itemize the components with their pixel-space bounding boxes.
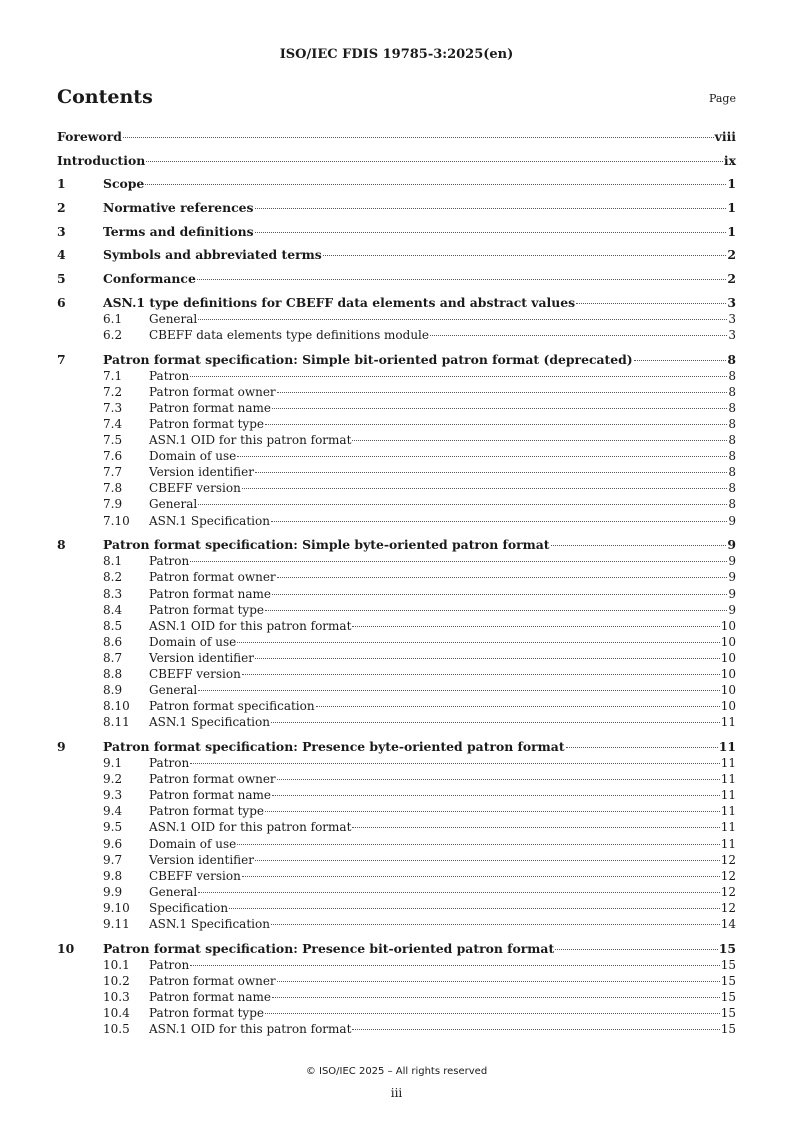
toc-entry-page: 9	[728, 602, 736, 617]
dot-leader	[277, 779, 720, 780]
dot-leader	[255, 232, 727, 233]
dot-leader	[271, 722, 720, 723]
toc-entry-label: Patron format specification: Simple bit-oriented patron format (deprecated)	[103, 351, 633, 367]
toc-entry-label: ASN.1 OID for this patron format	[149, 820, 352, 835]
toc-entry-label: Version identifier	[149, 465, 255, 480]
toc-entry-number: 9.2	[103, 772, 123, 787]
dot-leader	[352, 440, 727, 441]
toc-entry-page: 12	[720, 868, 736, 883]
dot-leader	[190, 561, 727, 562]
toc-entry-label: Patron format name	[149, 788, 271, 803]
toc-entry-page: 3	[727, 294, 736, 310]
toc-entry-page: 11	[720, 804, 736, 819]
toc-entry[interactable]	[57, 270, 736, 287]
dot-leader	[237, 456, 727, 457]
toc-entry[interactable]	[57, 496, 736, 512]
toc-entry-label: Scope	[103, 176, 145, 192]
toc-entry[interactable]	[57, 294, 736, 311]
toc-entry-label: Patron format name	[149, 586, 271, 601]
toc-entry[interactable]	[57, 416, 736, 432]
toc-entry-number: 10.2	[103, 973, 130, 988]
toc-entry[interactable]	[57, 1021, 736, 1037]
toc-entry-label: Patron format owner	[149, 570, 276, 585]
toc-entry-label: ASN.1 type definitions for CBEFF data elements and abstract values	[103, 294, 576, 310]
toc-entry-label: Version identifier	[149, 650, 255, 665]
toc-entry-number: 6.2	[103, 327, 123, 342]
toc-entry-page: 8	[727, 351, 736, 367]
dot-leader	[255, 658, 720, 659]
dot-leader	[430, 335, 727, 336]
toc-entry-number: 7.6	[103, 449, 123, 464]
toc-entry-page: 12	[720, 900, 736, 915]
toc-entry[interactable]	[57, 916, 736, 932]
toc-entry-page: 12	[720, 852, 736, 867]
toc-entry-number: 9.8	[103, 868, 123, 883]
toc-entry-label: ASN.1 OID for this patron format	[149, 1022, 352, 1037]
toc-entry-number: 8.1	[103, 554, 123, 569]
toc-entry-number: 7.8	[103, 481, 123, 496]
toc-entry-number: 7.9	[103, 497, 123, 512]
dot-leader	[255, 208, 727, 209]
toc-entry-number: 9.5	[103, 820, 123, 835]
toc-entry[interactable]	[57, 868, 736, 884]
toc-entry[interactable]	[57, 1005, 736, 1021]
dot-leader	[146, 161, 723, 162]
toc-entry-label: Patron	[149, 957, 190, 972]
toc-entry[interactable]	[57, 836, 736, 852]
dot-leader	[352, 626, 719, 627]
toc-entry[interactable]	[57, 602, 736, 618]
dot-leader	[190, 376, 727, 377]
toc-entry-page: 10	[720, 634, 736, 649]
dot-leader	[190, 965, 720, 966]
toc-entry[interactable]	[57, 569, 736, 585]
toc-entry-label: Patron format owner	[149, 772, 276, 787]
toc-entry-page: 10	[720, 666, 736, 681]
toc-entry[interactable]	[57, 384, 736, 400]
toc-entry[interactable]	[57, 586, 736, 602]
toc-entry[interactable]	[57, 400, 736, 416]
toc-entry-number: 7.3	[103, 400, 123, 415]
toc-entry-label: Symbols and abbreviated terms	[103, 247, 322, 263]
toc-entry[interactable]	[57, 199, 736, 216]
dot-leader	[265, 811, 720, 812]
toc-entry-page: 15	[720, 989, 736, 1004]
toc-entry-number: 3	[57, 223, 66, 239]
dot-leader	[271, 924, 720, 925]
toc-entry-page: 15	[720, 973, 736, 988]
dot-leader	[277, 392, 728, 393]
toc-entry[interactable]	[57, 819, 736, 835]
dot-leader	[255, 472, 727, 473]
toc-entry[interactable]	[57, 368, 736, 384]
toc-entry-label: CBEFF version	[149, 868, 241, 883]
toc-entry-number: 9.1	[103, 756, 123, 771]
toc-entry-page: 12	[720, 884, 736, 899]
toc-entry-page: 1	[727, 223, 736, 239]
toc-entry-label: Patron format name	[149, 989, 271, 1004]
toc-entry-page: 2	[727, 271, 736, 287]
toc-entry[interactable]	[57, 884, 736, 900]
toc-entry-label: Domain of use	[149, 836, 237, 851]
toc-entry-label: Domain of use	[149, 634, 237, 649]
toc-entry-label: Patron format specification: Simple byte-oriented patron format	[103, 537, 550, 553]
dot-leader	[316, 706, 720, 707]
toc-entry[interactable]	[57, 989, 736, 1005]
dot-leader	[265, 1013, 720, 1014]
toc-entry-number: 1	[57, 176, 66, 192]
toc-entry-label: Patron format type	[149, 416, 264, 431]
toc-entry[interactable]	[57, 128, 736, 145]
dot-leader	[242, 876, 720, 877]
toc-entry-page: 10	[720, 650, 736, 665]
table-of-contents	[57, 128, 736, 1037]
toc-entry-page: 8	[728, 368, 736, 383]
toc-entry-page: 10	[720, 699, 736, 714]
toc-entry-page: 11	[720, 715, 736, 730]
toc-entry[interactable]	[57, 432, 736, 448]
dot-leader	[566, 747, 718, 748]
toc-entry-page: 2	[727, 247, 736, 263]
dot-leader	[272, 795, 720, 796]
toc-entry[interactable]	[57, 327, 736, 343]
toc-entry-label: General	[149, 884, 198, 899]
toc-entry-number: 7.5	[103, 433, 123, 448]
toc-entry-number: 9.11	[103, 916, 130, 931]
dot-leader	[352, 827, 719, 828]
dot-leader	[198, 504, 727, 505]
toc-entry[interactable]	[57, 448, 736, 464]
toc-entry-number: 7.4	[103, 416, 123, 431]
toc-entry-label: Normative references	[103, 200, 254, 216]
toc-entry-label: Patron	[149, 554, 190, 569]
toc-entry[interactable]	[57, 480, 736, 496]
toc-entry-number: 7.1	[103, 368, 123, 383]
toc-entry-label: ASN.1 OID for this patron format	[149, 618, 352, 633]
page-column-label: Page	[708, 92, 736, 105]
dot-leader	[323, 255, 727, 256]
toc-entry-page: 10	[720, 683, 736, 698]
toc-entry[interactable]	[57, 223, 736, 240]
toc-entry-page: 9	[728, 586, 736, 601]
toc-entry[interactable]	[57, 940, 736, 957]
dot-leader	[555, 949, 718, 950]
toc-entry-page: 11	[720, 772, 736, 787]
toc-entry-label: Patron format owner	[149, 973, 276, 988]
toc-entry[interactable]	[57, 738, 736, 755]
dot-leader	[352, 1029, 719, 1030]
toc-entry-label: Patron	[149, 368, 190, 383]
toc-entry-page: 11	[718, 739, 736, 755]
toc-entry-page: 9	[727, 537, 736, 553]
page-number: iii	[390, 1086, 403, 1100]
toc-entry-label: CBEFF data elements type definitions module	[149, 327, 429, 342]
dot-leader	[123, 137, 714, 138]
toc-entry-number: 10.4	[103, 1006, 130, 1021]
toc-entry-label: Introduction	[57, 152, 146, 168]
toc-entry-page: 8	[728, 400, 736, 415]
toc-entry-page: 1	[727, 176, 736, 192]
toc-entry-page: 9	[728, 554, 736, 569]
toc-entry[interactable]	[57, 246, 736, 263]
toc-entry-number: 10.3	[103, 989, 130, 1004]
toc-entry-page: 8	[728, 416, 736, 431]
toc-entry-number: 8.5	[103, 618, 123, 633]
toc-entry[interactable]	[57, 803, 736, 819]
toc-entry[interactable]	[57, 650, 736, 666]
dot-leader	[198, 319, 727, 320]
toc-entry-number: 5	[57, 271, 66, 287]
toc-entry-number: 8.10	[103, 699, 130, 714]
document-header: ISO/IEC FDIS 19785-3:2025(en)	[279, 47, 514, 62]
toc-entry-number: 8.9	[103, 683, 123, 698]
toc-entry-number: 8.3	[103, 586, 123, 601]
toc-entry-page: 9	[728, 570, 736, 585]
toc-entry-page: 8	[728, 449, 736, 464]
toc-entry[interactable]	[57, 755, 736, 771]
toc-entry-label: Specification	[149, 900, 229, 915]
toc-entry-number: 10.5	[103, 1022, 130, 1037]
toc-entry-label: Conformance	[103, 271, 196, 287]
toc-entry-number: 8.2	[103, 570, 123, 585]
toc-entry[interactable]	[57, 787, 736, 803]
toc-entry[interactable]	[57, 175, 736, 192]
toc-entry-label: General	[149, 497, 198, 512]
toc-entry-label: Patron format type	[149, 1006, 264, 1021]
toc-entry-label: ASN.1 OID for this patron format	[149, 433, 352, 448]
toc-entry-number: 8.8	[103, 666, 123, 681]
toc-entry-page: 3	[728, 311, 736, 326]
dot-leader	[229, 908, 720, 909]
toc-entry[interactable]	[57, 464, 736, 480]
toc-entry-label: Patron format specification: Presence bit-oriented patron format	[103, 940, 555, 956]
dot-leader	[198, 690, 719, 691]
toc-entry-label: ASN.1 Specification	[149, 513, 270, 528]
toc-entry-page: 15	[720, 957, 736, 972]
toc-entry-page: 8	[728, 497, 736, 512]
page-title: Contents	[57, 86, 153, 108]
dot-leader	[255, 860, 720, 861]
toc-entry-number: 7.10	[103, 513, 130, 528]
toc-entry-number: 6	[57, 294, 66, 310]
toc-entry-page: 3	[728, 327, 736, 342]
toc-entry[interactable]	[57, 682, 736, 698]
toc-entry[interactable]	[57, 351, 736, 368]
dot-leader	[237, 642, 719, 643]
toc-entry[interactable]	[57, 698, 736, 714]
toc-entry-label: CBEFF version	[149, 481, 241, 496]
toc-entry-number: 8.6	[103, 634, 123, 649]
toc-entry-number: 8.11	[103, 715, 130, 730]
toc-entry-page: 8	[728, 433, 736, 448]
toc-entry-label: CBEFF version	[149, 666, 241, 681]
dot-leader	[271, 521, 727, 522]
dot-leader	[551, 545, 727, 546]
copyright-footer: © ISO/IEC 2025 – All rights reserved	[305, 1066, 488, 1077]
toc-entry-number: 10	[57, 940, 75, 956]
toc-entry-page: 8	[728, 481, 736, 496]
toc-entry-number: 10.1	[103, 957, 130, 972]
toc-entry[interactable]	[57, 973, 736, 989]
toc-entry-page: 15	[720, 1006, 736, 1021]
toc-entry-label: Patron	[149, 756, 190, 771]
toc-entry[interactable]	[57, 553, 736, 569]
toc-entry[interactable]	[57, 714, 736, 730]
toc-entry-label: Version identifier	[149, 852, 255, 867]
toc-entry[interactable]	[57, 618, 736, 634]
toc-entry-number: 9.4	[103, 804, 123, 819]
toc-entry-page: viii	[714, 129, 736, 144]
toc-entry-number: 9.6	[103, 836, 123, 851]
dot-leader	[277, 577, 728, 578]
dot-leader	[272, 997, 720, 998]
toc-entry-label: Patron format specification	[149, 699, 315, 714]
toc-entry-page: 14	[720, 916, 736, 931]
toc-entry-label: ASN.1 Specification	[149, 916, 270, 931]
toc-entry-number: 8	[57, 537, 66, 553]
dot-leader	[277, 981, 720, 982]
toc-entry[interactable]	[57, 536, 736, 553]
toc-entry-number: 2	[57, 200, 66, 216]
toc-entry[interactable]	[57, 152, 736, 169]
dot-leader	[197, 279, 727, 280]
toc-entry-number: 9.3	[103, 788, 123, 803]
dot-leader	[265, 610, 727, 611]
dot-leader	[190, 763, 720, 764]
toc-entry-number: 9.9	[103, 884, 123, 899]
dot-leader	[145, 184, 726, 185]
toc-entry-page: 11	[720, 820, 736, 835]
toc-entry-number: 8.4	[103, 602, 123, 617]
toc-entry-number: 6.1	[103, 311, 123, 326]
toc-entry-label: General	[149, 311, 198, 326]
toc-entry-number: 7	[57, 351, 66, 367]
toc-entry-number: 7.2	[103, 384, 123, 399]
toc-entry-label: Patron format name	[149, 400, 271, 415]
dot-leader	[237, 844, 719, 845]
toc-entry-label: ASN.1 Specification	[149, 715, 270, 730]
toc-entry-page: 8	[728, 384, 736, 399]
toc-entry[interactable]	[57, 634, 736, 650]
toc-entry-label: Domain of use	[149, 449, 237, 464]
toc-entry-label: Terms and definitions	[103, 223, 254, 239]
toc-entry-number: 9	[57, 739, 66, 755]
toc-entry[interactable]	[57, 957, 736, 973]
toc-entry[interactable]	[57, 771, 736, 787]
toc-entry-page: 11	[720, 836, 736, 851]
toc-entry[interactable]	[57, 311, 736, 327]
toc-entry-label: Patron format specification: Presence byte-oriented patron format	[103, 739, 565, 755]
toc-entry-label: Foreword	[57, 129, 122, 144]
toc-entry-number: 9.7	[103, 852, 123, 867]
toc-entry[interactable]	[57, 900, 736, 916]
dot-leader	[576, 303, 726, 304]
toc-entry-label: Patron format owner	[149, 384, 276, 399]
toc-entry-number: 8.7	[103, 650, 123, 665]
toc-entry-label: Patron format type	[149, 602, 264, 617]
toc-entry-page: 11	[720, 756, 736, 771]
dot-leader	[272, 594, 727, 595]
toc-entry-page: 15	[718, 940, 736, 956]
dot-leader	[198, 892, 719, 893]
toc-entry-number: 7.7	[103, 465, 123, 480]
dot-leader	[265, 424, 727, 425]
toc-entry-page: 15	[720, 1022, 736, 1037]
toc-entry-number: 9.10	[103, 900, 130, 915]
toc-entry-label: General	[149, 683, 198, 698]
toc-entry-page: ix	[723, 152, 736, 168]
dot-leader	[272, 408, 727, 409]
dot-leader	[634, 360, 727, 361]
toc-entry-page: 1	[727, 200, 736, 216]
dot-leader	[242, 674, 720, 675]
dot-leader	[242, 488, 728, 489]
toc-entry-page: 8	[728, 465, 736, 480]
toc-entry[interactable]	[57, 513, 736, 529]
toc-entry-page: 11	[720, 788, 736, 803]
toc-entry-label: Patron format type	[149, 804, 264, 819]
toc-entry[interactable]	[57, 852, 736, 868]
toc-entry-number: 4	[57, 247, 66, 263]
toc-entry-page: 9	[728, 513, 736, 528]
toc-entry[interactable]	[57, 666, 736, 682]
toc-entry-page: 10	[720, 618, 736, 633]
